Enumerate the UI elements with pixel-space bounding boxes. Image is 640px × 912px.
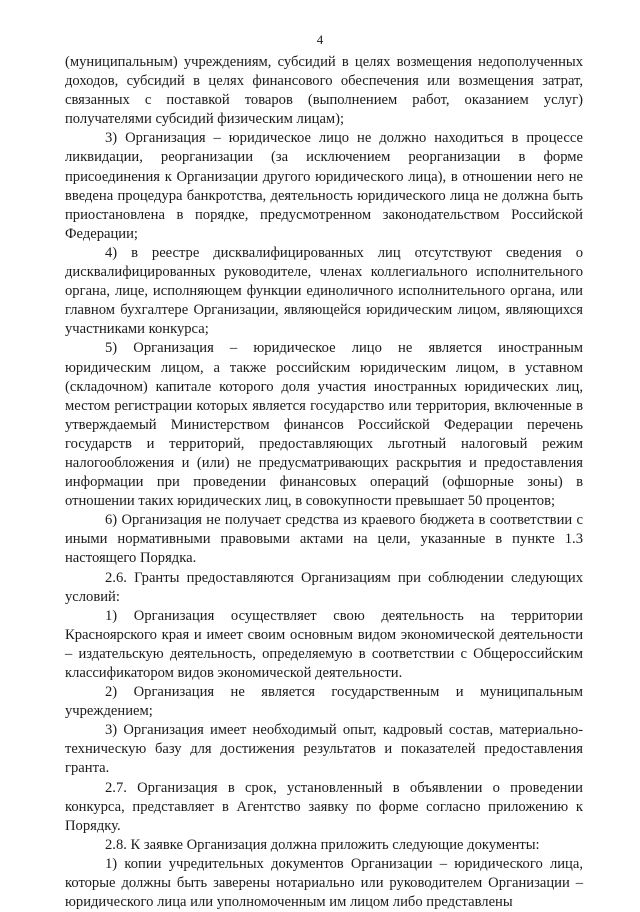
document-body	[65, 53, 583, 912]
paragraph: 3) Организация – юридическое лицо не должно находиться в процессе ликвидации, реорганизации (за исключением реорганизации в форме присоединения к Организации другого юридического лица), в отношении него не введена процедура банкротства, деятельность юридического лица не должна быть приостановлена в порядке, предусмотренном законодательством Российской Федерации;	[65, 130, 583, 242]
page-number: 4	[316, 32, 324, 47]
paragraph: (муниципальным) учреждениям, субсидий в целях возмещения недополученных доходов, субсидий в целях финансового обеспечения или возмещения затрат, связанных с поставкой товаров (выполнением работ, оказанием услуг) получателями субсидий физическим лицам);	[65, 54, 583, 128]
paragraph: 1) Организация осуществляет свою деятельность на территории Красноярского края и имеет своим основным видом экономической деятельности – издательскую деятельность, определяемую в соответствии с Общероссийским классификатором видов экономической деятельности.	[65, 607, 583, 681]
paragraph: 1) копии учредительных документов Организации – юридического лица, которые должны быть заверены нотариально или руководителем Организации – юридического лица или уполномоченным им лицом либо представлены	[65, 855, 583, 911]
paragraph: 3) Организация имеет необходимый опыт, кадровый состав, материально-техническую базу для достижения результатов и показателей предоставления гранта.	[65, 722, 583, 777]
paragraph: 5) Организация – юридическое лицо не является иностранным юридическим лицом, а также российским юридическим лицом, в уставном (складочном) капитале которого доля участия иностранных юридических лиц, местом регистрации которых является государство или территория, включенные в утверждаемый Министерством финансов Российской Федерации перечень государств и территорий, предоставляющих льготный налоговый режим налогообложения и (или) не предусматривающих раскрытия и предоставления информации при проведении финансовых операций (офшорные зоны) в отношении таких юридических лиц, в совокупности превышает 50 процентов;	[65, 340, 583, 510]
paragraph: 6) Организация не получает средства из краевого бюджета в соответствии с иными нормативными правовыми актами на цели, указанные в пункте 1.3 настоящего Порядка.	[65, 512, 583, 567]
paragraph: 2.6. Гранты предоставляются Организациям при соблюдении следующих условий:	[65, 569, 583, 605]
paragraph: 2) Организация не является государственным и муниципальным учреждением;	[65, 684, 583, 720]
paragraph: 2.7. Организация в срок, установленный в объявлении о проведении конкурса, представляет в Агентство заявку по форме согласно приложению к Порядку.	[65, 779, 583, 834]
paragraph: 2.8. К заявке Организация должна приложить следующие документы:	[105, 836, 540, 853]
paragraph: 4) в реестре дисквалифицированных лиц отсутствуют сведения о дисквалифицированных руководителе, членах коллегиального исполнительного органа, лице, исполняющем функции единоличного исполнительного органа, или главном бухгалтере Организации, являющейся юридическим лицом, являющихся участниками конкурса;	[65, 244, 583, 338]
